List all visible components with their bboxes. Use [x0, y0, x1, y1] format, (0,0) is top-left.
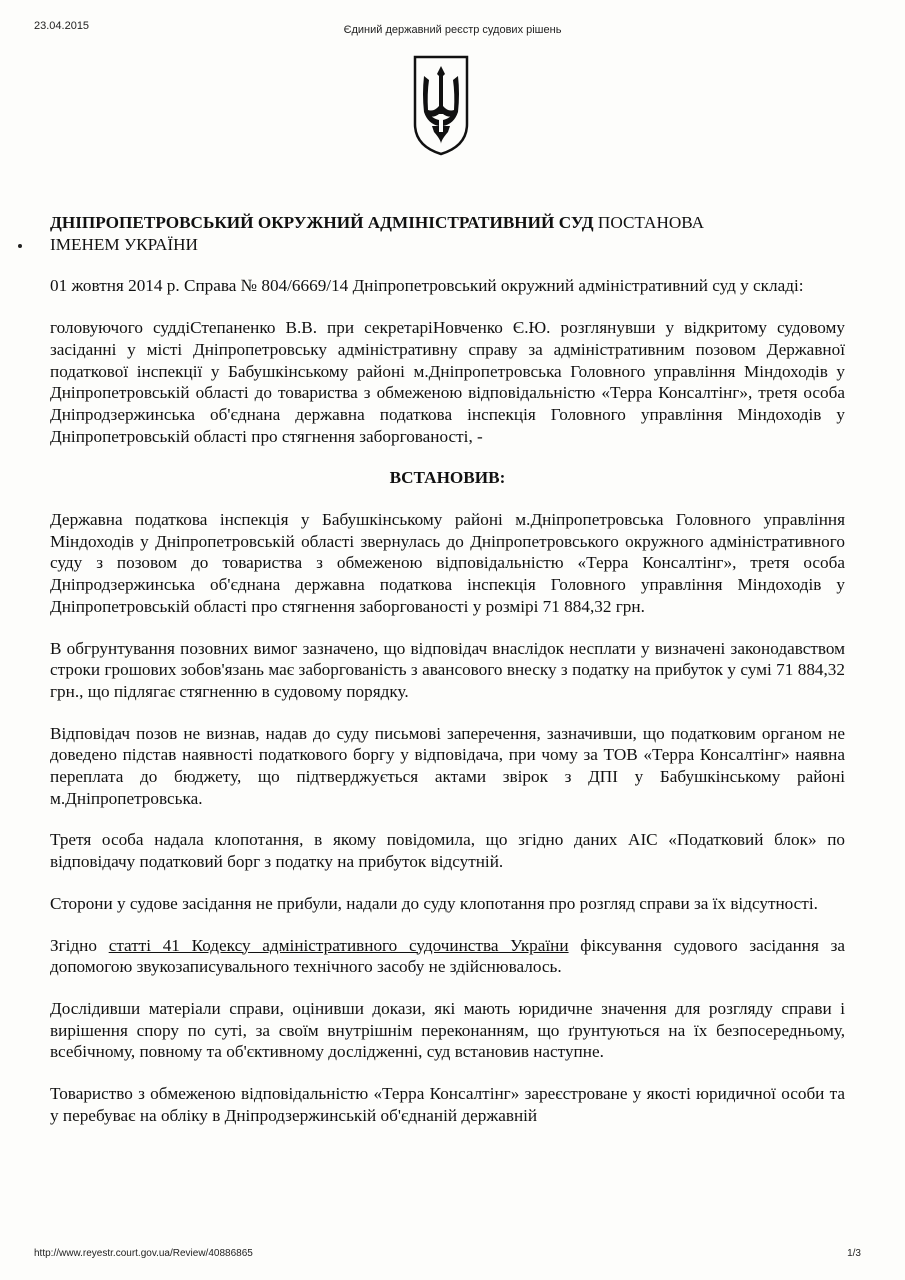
claim-paragraph: Державна податкова інспекція у Бабушкінському районі м.Дніпропетровська Головного управління Міндоходів у Дніпропетровській області звернулась до Дніпропетровського окружного адміністративного суду з позовом до товариства з обмеженою відповідальністю «Терра Консалтінг», третя особа Дніпродзержинська об'єднана державна податкова інспекція Головного управління Міндоходів у Дніпропетровській області про стягнення заборгованості у розмірі 71 884,32 грн. [50, 510, 845, 616]
parties-absent-paragraph: Сторони у судове засідання не прибули, надали до суду клопотання про розгляд справи за їх відсутності. [50, 893, 818, 913]
print-date: 23.04.2015 [34, 20, 90, 32]
recording-paragraph [50, 935, 845, 978]
defendant-paragraph: Відповідач позов не визнав, надав до суду письмові заперечення, зазначивши, що податковим органом не доведено підстав наявності податкового боргу у відповідача, при чому за ТОВ «Терра Консалтінг» наявна переплата до бюджету, що підтверджується актами звірок з ДПІ у Бабушкінському районі м.Дніпропетровська. [50, 723, 845, 808]
grounds-paragraph: В обгрунтування позовних вимог зазначено, що відповідач внаслідок несплати у визначені законодавством строки грошових зобов'язань має заборгованість з авансового внеску з податку на прибуток у сумі 71 884,32 грн., що підлягає стягненню в судовому порядку. [50, 638, 845, 701]
scan-speck [18, 244, 22, 248]
third-party-paragraph: Третя особа надала клопотання, в якому повідомила, що згідно даних АІС «Податковий блок» по відповідачу податковий борг з податку на прибуток відсутній. [50, 830, 845, 872]
company-paragraph: Товариство з обмеженою відповідальністю «Терра Консалтінг» зареєстроване у якості юридичної особи та у перебуває на обліку в Дніпродзержинській об'єднаній державній [50, 1084, 845, 1125]
page-number: 1/3 [847, 1248, 861, 1259]
decision-body [50, 212, 845, 1127]
document-type: ПОСТАНОВА [593, 213, 705, 232]
source-url: http://www.reyestr.court.gov.ua/Review/40886865 [34, 1248, 253, 1259]
in-name-of-ukraine: ІМЕНЕМ УКРАЇНИ [50, 234, 198, 254]
registry-title: Єдиний державний реєстр судових рішень [343, 24, 562, 36]
court-composition-paragraph: головуючого суддіСтепаненко В.В. при секретаріНовченко Є.Ю. розглянувши у відкритому судовому засіданні у місті Дніпропетровську адміністративну справу за адміністративним позовом Державної податкової інспекції у Бабушкінському районі м.Дніпропетровська Головного управління Міндоходів у Дніпропетровській області до товариства з обмеженою відповідальністю «Терра Консалтінг», третя особа Дніпродзержинська об'єднана державна податкова інспекція Головного управління Міндоходів у Дніпропетровській області про стягнення заборгованості, - [50, 318, 845, 446]
evaluation-paragraph: Дослідивши матеріали справи, оцінивши докази, які мають юридичне значення для розгляду справи і вирішення спору по суті, за своїм внутрішнім переконанням, що ґрунтуються на їх безпосередньому, всебічному, повному та об'єктивному дослідженні, суд встановив наступне. [50, 998, 845, 1062]
court-heading [50, 212, 845, 234]
code-article-link[interactable]: статті 41 Кодексу адміністративного судочинства України [108, 935, 569, 955]
recording-suffix: фіксування судового засідання за допомогою звукозаписувального технічного засобу не здійснювалось. [50, 935, 845, 977]
established-heading: ВСТАНОВИВ: [389, 468, 506, 488]
tryzub-coat-of-arms-icon [412, 54, 470, 156]
court-name: ДНІПРОПЕТРОВСЬКИЙ ОКРУЖНИЙ АДМІНІСТРАТИВНИЙ СУД [50, 213, 594, 232]
intro-paragraph: 01 жовтня 2014 р. Справа № 804/6669/14 Дніпропетровський окружний адміністративний суд у складі: [50, 276, 804, 296]
recording-prefix: Згідно [50, 935, 109, 955]
